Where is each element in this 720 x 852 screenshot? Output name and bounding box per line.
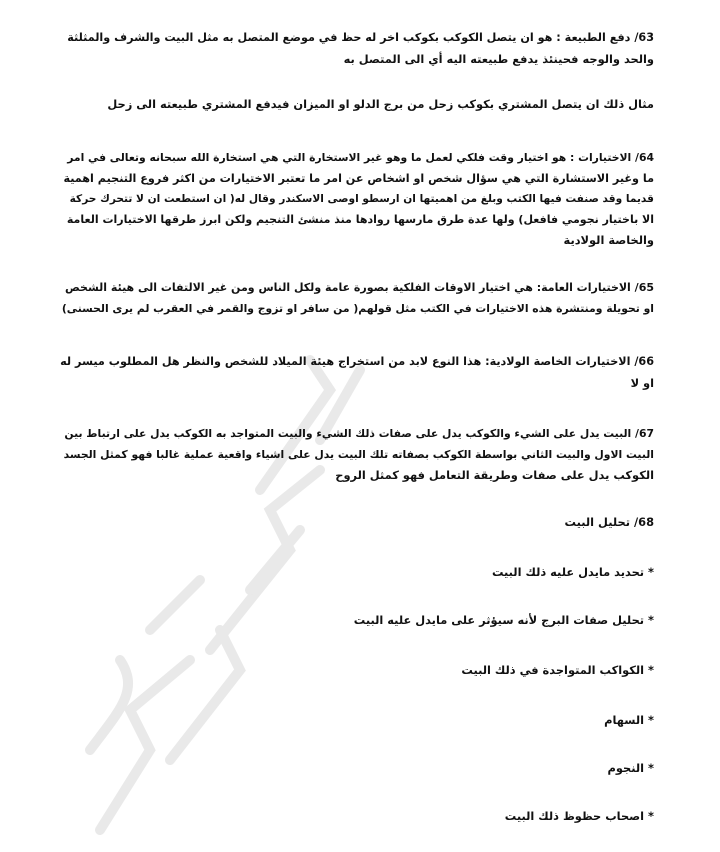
paragraph-64	[60, 148, 654, 251]
paragraph-line: ما وغير الاستشارة التي هي سؤال شخص او اشخاص عن امر ما تعتبر الاختيارات من اكثر فروع التنجيم اهمية	[63, 171, 654, 185]
paragraph-line: 66/ الاختيارات الخاصة الولادية: هذا النوع لابد من استخراج هيئة الميلاد للشخص والنظر هل المطلوب ميسر له	[60, 355, 654, 368]
paragraph-example	[60, 94, 654, 115]
section-heading: 68/ تحليل البيت	[564, 515, 654, 529]
paragraph-65	[60, 278, 654, 319]
paragraph-line: او تحويلة ومنتشرة هذه الاختيارات في الكتب مثل قولهم( من سافر او تزوج والقمر في العقرب لم يرى الحسنى)	[61, 301, 654, 315]
bullet-item: * الكواكب المتواجدة في ذلك البيت	[461, 663, 654, 677]
paragraph-line: والحد والوجه فحينئذ يدفع طبيعته اليه أي الى المتصل به	[343, 51, 654, 66]
paragraph-line: 64/ الاختيارات : هو اختيار وقت فلكي لعمل ما وهو غير الاستخارة التي هي استخارة الله سبحانه وتعالى في امر	[67, 151, 654, 164]
paragraph-line: الكوكب يدل على صفات وطريقة التعامل فهو كمثل الروح	[335, 468, 654, 482]
paragraph-line: 65/ الاختيارات العامة: هي اختيار الاوقات الفلكية بصورة عامة ولكل الناس ومن غير الالتفات الى هيئة الشخص	[65, 281, 654, 294]
paragraph-line: 67/ البيت يدل على الشيء والكوكب يدل على صفات ذلك الشيء والبيت المتواجد به الكوكب يدل على ارتباط بين	[64, 427, 654, 440]
bullet-item: * السهام	[604, 713, 654, 727]
bullet-item: * اصحاب حظوظ ذلك البيت	[504, 809, 654, 823]
paragraph-68-heading	[60, 512, 654, 533]
bullet-item: * تحليل صفات البرج لأنه سيؤثر على مايدل عليه البيت	[353, 613, 654, 627]
paragraph-line: او لا	[630, 375, 654, 390]
paragraph-line: 63/ دفع الطبيعة : هو ان يتصل الكوكب بكوكب اخر له حظ في موضع المتصل به مثل البيت والشرف والمثلثة	[67, 31, 654, 44]
bullet-item: * تحديد مايدل عليه ذلك البيت	[491, 565, 654, 579]
paragraph-66	[60, 352, 654, 393]
paragraph-line: والخاصة الولادية	[563, 233, 654, 247]
bullet-item: * النجوم	[607, 761, 654, 775]
paragraph-63	[60, 28, 654, 69]
paragraph-line: الا باختيار نجومي فافعل) ولها عدة طرق مارسها روادها منذ منشئ التنجيم ولكن ابرز طرقها الاختيارات العامة	[66, 212, 654, 226]
paragraph-line: البيت الاول والبيت الثاني بواسطة الكوكب بصفاته تلك البيت يدل على اشياء واقعية عملية غالبا فهو كمثل الجسد	[63, 447, 654, 461]
paragraph-line: قديما وقد صنفت فيها الكتب وبلغ من اهميتها ان ارسطو اوصى الاسكندر وقال له( ان استطعت ان لا تتحرك حركة	[69, 193, 654, 205]
paragraph-line: مثال ذلك ان يتصل المشتري بكوكب زحل من برج الدلو او الميزان فيدفع المشتري طبيعته الى زحل	[107, 97, 654, 111]
paragraph-67	[60, 424, 654, 486]
